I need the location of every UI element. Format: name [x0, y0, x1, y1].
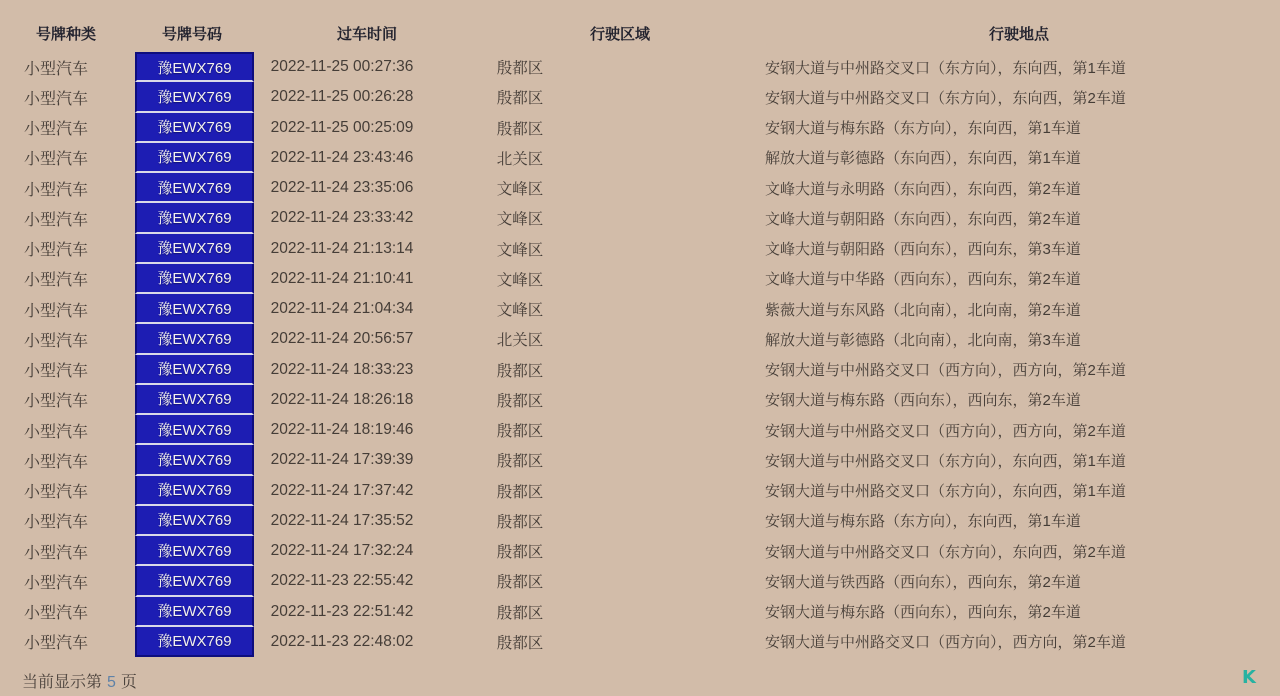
table-row: [0, 566, 1280, 596]
pass-time-cell: 2022-11-24 17:35:52: [270, 511, 414, 529]
pass-time-cell: 2022-11-23 22:51:42: [270, 602, 414, 620]
table-row: [0, 597, 1280, 627]
pass-time-cell: 2022-11-24 17:32:24: [270, 542, 414, 560]
plate-number-cell: [112, 445, 254, 475]
table-body: [0, 52, 1280, 657]
plate-type-cell: 小型汽车: [23, 90, 88, 108]
plate-type-cell: 小型汽车: [23, 363, 88, 381]
pass-time-cell: 2022-11-24 17:37:42: [270, 481, 414, 499]
table-row: [0, 536, 1280, 566]
district-cell: 北关区: [496, 150, 544, 168]
location-cell: 解放大道与彰德路（北向南），北向南，第3车道: [765, 331, 1081, 349]
plate-type-cell: 小型汽车: [23, 635, 88, 653]
plate-number-cell: [112, 143, 254, 173]
plate-number-cell: [112, 82, 254, 112]
table-row: [0, 82, 1280, 112]
plate-number-badge: 豫EWX769: [135, 627, 254, 657]
location-cell: 安钢大道与梅东路（西向东），西向东，第2车道: [765, 392, 1081, 410]
table-row: [0, 203, 1280, 233]
plate-number-badge: 豫EWX769: [135, 264, 254, 294]
pass-time-cell: 2022-11-24 21:10:41: [270, 269, 414, 287]
plate-type-cell: 小型汽车: [23, 242, 88, 260]
district-cell: 殷都区: [496, 60, 544, 78]
location-cell: 安钢大道与梅东路（东方向），东向西，第1车道: [765, 513, 1081, 531]
district-cell: 殷都区: [496, 544, 544, 562]
plate-number-cell: [112, 113, 254, 143]
district-cell: 北关区: [496, 332, 544, 350]
plate-type-cell: 小型汽车: [23, 453, 88, 471]
plate-number-cell: [112, 476, 254, 506]
plate-type-cell: 小型汽车: [23, 514, 88, 532]
plate-number-badge: 豫EWX769: [135, 445, 254, 475]
plate-type-cell: 小型汽车: [23, 272, 88, 290]
pass-time-cell: 2022-11-24 18:26:18: [270, 390, 414, 408]
plate-number-badge: 豫EWX769: [135, 113, 254, 143]
district-cell: 殷都区: [496, 483, 544, 501]
plate-type-cell: 小型汽车: [23, 181, 88, 199]
table-row: [0, 294, 1280, 324]
location-cell: 安钢大道与中州路交叉口（东方向），东向西，第1车道: [765, 452, 1126, 470]
pass-time-cell: 2022-11-25 00:27:36: [270, 58, 414, 76]
district-cell: 文峰区: [496, 241, 544, 259]
k-watermark-logo: K: [1242, 667, 1256, 688]
plate-number-badge: 豫EWX769: [135, 476, 254, 506]
plate-number-cell: [112, 355, 254, 385]
plate-type-cell: 小型汽车: [23, 302, 88, 320]
table-row: [0, 234, 1280, 264]
location-cell: 安钢大道与梅东路（西向东），西向东，第2车道: [765, 604, 1081, 622]
location-cell: 安钢大道与中州路交叉口（西方向），西方向，第2车道: [765, 634, 1126, 652]
plate-number-cell: [112, 173, 254, 203]
table-row: [0, 324, 1280, 354]
pass-time-cell: 2022-11-24 21:13:14: [270, 239, 414, 257]
plate-number-cell: [112, 294, 254, 324]
pass-time-cell: 2022-11-24 20:56:57: [270, 330, 414, 348]
plate-number-cell: [112, 52, 254, 82]
plate-type-cell: 小型汽车: [23, 484, 88, 502]
location-cell: 解放大道与彰德路（东向西），东向西，第1车道: [765, 150, 1081, 168]
pass-time-cell: 2022-11-23 22:48:02: [270, 632, 414, 650]
header-pass-time: 过车时间: [336, 25, 397, 43]
plate-number-badge: 豫EWX769: [135, 82, 254, 112]
plate-number-badge: 豫EWX769: [135, 597, 254, 627]
plate-number-cell: [112, 385, 254, 415]
district-cell: 文峰区: [496, 211, 544, 229]
location-cell: 安钢大道与梅东路（东方向），东向西，第1车道: [765, 120, 1081, 138]
header-plate-number: 号牌号码: [161, 25, 222, 43]
plate-type-cell: 小型汽车: [23, 211, 88, 229]
table-row: [0, 355, 1280, 385]
location-cell: 安钢大道与铁西路（西向东），西向东，第2车道: [765, 573, 1081, 591]
plate-number-badge: 豫EWX769: [135, 506, 254, 536]
district-cell: 文峰区: [496, 181, 544, 199]
plate-number-badge: 豫EWX769: [135, 173, 254, 203]
location-cell: 文峰大道与朝阳路（东向西），东向西，第2车道: [765, 210, 1081, 228]
location-cell: 安钢大道与中州路交叉口（东方向），东向西，第1车道: [765, 59, 1126, 77]
pass-time-cell: 2022-11-24 18:19:46: [270, 421, 414, 439]
plate-number-cell: [112, 566, 254, 596]
district-cell: 文峰区: [496, 302, 544, 320]
district-cell: 殷都区: [496, 453, 544, 471]
plate-number-badge: 豫EWX769: [135, 294, 254, 324]
district-cell: 殷都区: [496, 362, 544, 380]
table-row: [0, 476, 1280, 506]
pass-time-cell: 2022-11-24 23:43:46: [270, 148, 414, 166]
plate-number-cell: [112, 627, 254, 657]
location-cell: 安钢大道与中州路交叉口（西方向），西方向，第2车道: [765, 362, 1126, 380]
table-row: [0, 113, 1280, 143]
plate-type-cell: 小型汽车: [23, 423, 88, 441]
district-cell: 殷都区: [496, 604, 544, 622]
plate-number-badge: 豫EWX769: [135, 415, 254, 445]
district-cell: 文峰区: [496, 271, 544, 289]
plate-number-cell: [112, 234, 254, 264]
location-cell: 文峰大道与朝阳路（西向东），西向东，第3车道: [765, 241, 1081, 259]
plate-number-cell: [112, 203, 254, 233]
district-cell: 殷都区: [496, 634, 544, 652]
plate-number-badge: 豫EWX769: [135, 234, 254, 264]
page-status-suffix: 页: [120, 674, 137, 691]
page-status-prefix: 当前显示第: [22, 674, 103, 691]
current-page-number: 5: [107, 674, 116, 691]
pass-time-cell: 2022-11-24 21:04:34: [270, 300, 414, 318]
table-row: [0, 143, 1280, 173]
location-cell: 文峰大道与永明路（东向西），东向西，第2车道: [765, 180, 1081, 198]
plate-number-badge: 豫EWX769: [135, 566, 254, 596]
table-row: [0, 264, 1280, 294]
district-cell: 殷都区: [496, 513, 544, 531]
table-row: [0, 627, 1280, 657]
plate-type-cell: 小型汽车: [23, 60, 88, 78]
header-plate-type: 号牌种类: [35, 25, 96, 43]
location-cell: 安钢大道与中州路交叉口（东方向），东向西，第2车道: [765, 543, 1126, 561]
plate-number-cell: [112, 597, 254, 627]
plate-number-badge: 豫EWX769: [135, 203, 254, 233]
location-cell: 安钢大道与中州路交叉口（东方向），东向西，第1车道: [765, 483, 1126, 501]
pass-time-cell: 2022-11-24 18:33:23: [270, 360, 414, 378]
page-status: [0, 669, 1280, 692]
table-row: [0, 506, 1280, 536]
pass-time-cell: 2022-11-25 00:26:28: [270, 88, 414, 106]
table-row: [0, 52, 1280, 82]
district-cell: 殷都区: [496, 574, 544, 592]
table-row: [0, 415, 1280, 445]
location-cell: 安钢大道与中州路交叉口（东方向），东向西，第2车道: [765, 89, 1126, 107]
plate-number-cell: [112, 264, 254, 294]
district-cell: 殷都区: [496, 120, 544, 138]
pass-time-cell: 2022-11-25 00:25:09: [270, 118, 414, 136]
plate-number-badge: 豫EWX769: [135, 52, 254, 82]
header-district: 行驶区域: [589, 25, 650, 43]
pass-time-cell: 2022-11-24 23:35:06: [270, 179, 414, 197]
table-row: [0, 173, 1280, 203]
plate-number-badge: 豫EWX769: [135, 143, 254, 173]
location-cell: 文峰大道与中华路（西向东），西向东，第2车道: [765, 271, 1081, 289]
plate-number-badge: 豫EWX769: [135, 536, 254, 566]
table-row: [0, 385, 1280, 415]
plate-number-cell: [112, 415, 254, 445]
table-header-row: [0, 14, 1280, 52]
plate-type-cell: 小型汽车: [23, 121, 88, 139]
pass-time-cell: 2022-11-24 23:33:42: [270, 209, 414, 227]
plate-type-cell: 小型汽车: [23, 151, 88, 169]
plate-number-cell: [112, 506, 254, 536]
pass-time-cell: 2022-11-23 22:55:42: [270, 572, 414, 590]
table-row: [0, 445, 1280, 475]
plate-number-badge: 豫EWX769: [135, 385, 254, 415]
location-cell: 紫薇大道与东风路（北向南），北向南，第2车道: [765, 301, 1081, 319]
location-cell: 安钢大道与中州路交叉口（西方向），西方向，第2车道: [765, 422, 1126, 440]
plate-type-cell: 小型汽车: [23, 574, 88, 592]
pass-time-cell: 2022-11-24 17:39:39: [270, 451, 414, 469]
plate-type-cell: 小型汽车: [23, 544, 88, 562]
plate-number-cell: [112, 324, 254, 354]
plate-type-cell: 小型汽车: [23, 393, 88, 411]
plate-number-badge: 豫EWX769: [135, 324, 254, 354]
plate-number-badge: 豫EWX769: [135, 355, 254, 385]
plate-type-cell: 小型汽车: [23, 332, 88, 350]
plate-number-cell: [112, 536, 254, 566]
district-cell: 殷都区: [496, 423, 544, 441]
district-cell: 殷都区: [496, 90, 544, 108]
plate-type-cell: 小型汽车: [23, 605, 88, 623]
header-location: 行驶地点: [988, 25, 1049, 43]
district-cell: 殷都区: [496, 392, 544, 410]
